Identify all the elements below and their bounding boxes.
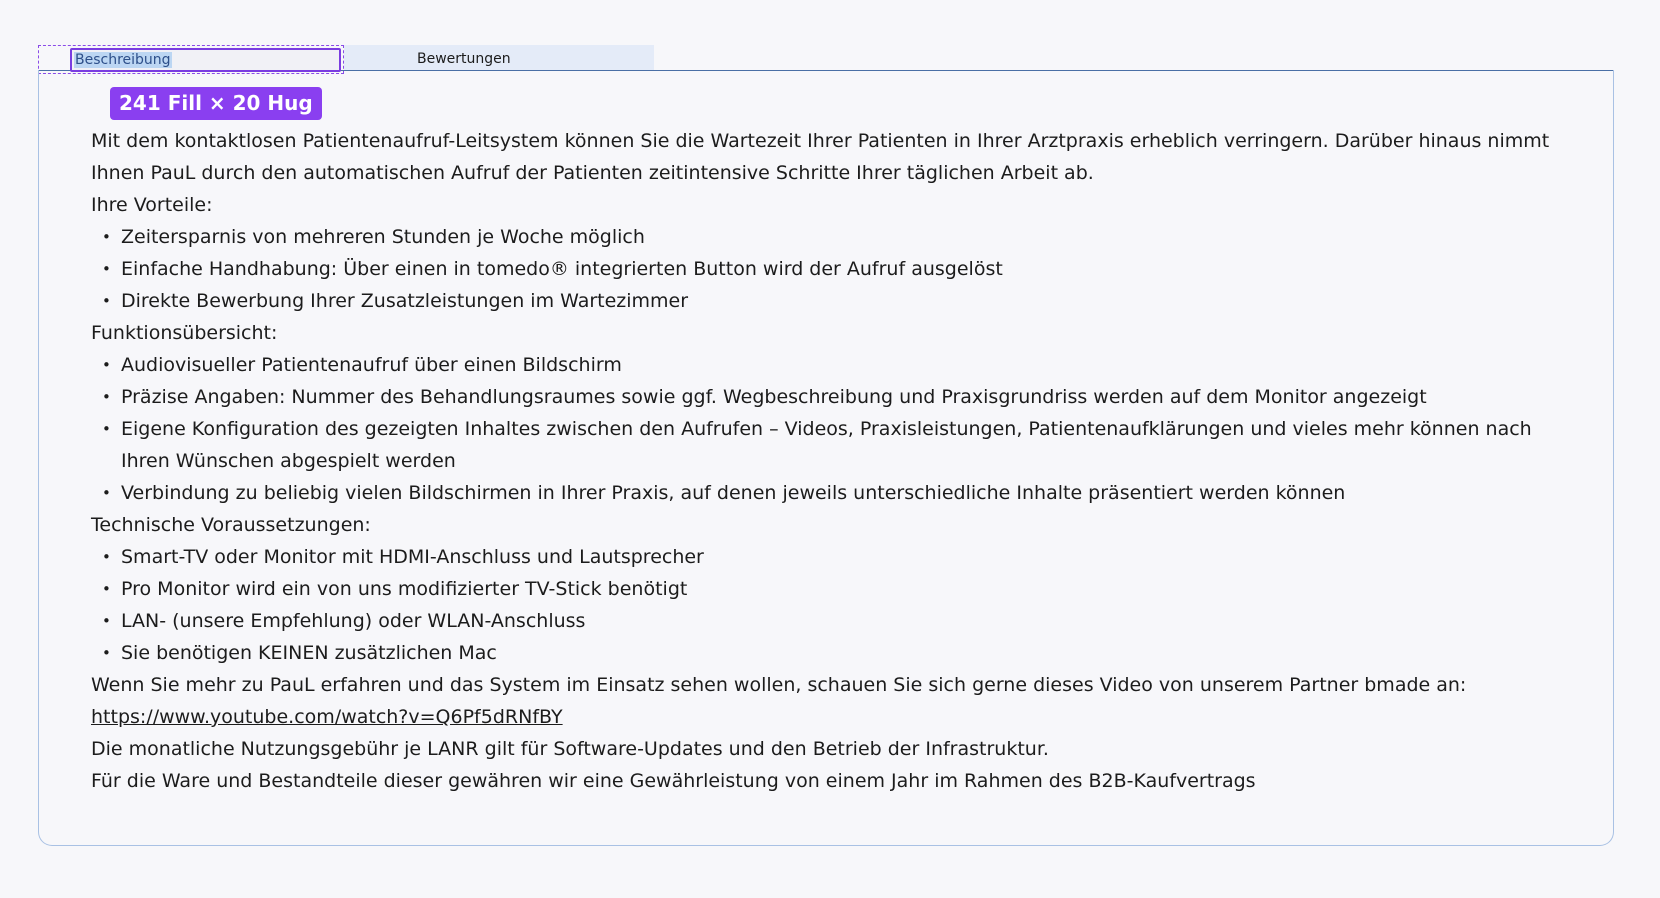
functions-heading: Funktionsübersicht:	[91, 322, 278, 344]
advantages-list	[91, 221, 1571, 317]
list-item: • Pro Monitor wird ein von uns modifizierter TV-Stick benötigt	[91, 573, 1571, 605]
video-link[interactable]: https://www.youtube.com/watch?v=Q6Pf5dRNfBY	[91, 706, 563, 728]
tab-bewertungen-label: Bewertungen	[417, 51, 511, 67]
tab-beschreibung[interactable]	[70, 48, 341, 72]
list-item: • LAN- (unsere Empfehlung) oder WLAN-Anschluss	[91, 605, 1571, 637]
tab-beschreibung-label: Beschreibung	[75, 52, 171, 68]
list-item: • Direkte Bewerbung Ihrer Zusatzleistungen im Wartezimmer	[91, 285, 1571, 317]
tab-bewertungen[interactable]	[344, 45, 654, 70]
requirements-list	[91, 541, 1571, 669]
list-item: • Smart-TV oder Monitor mit HDMI-Anschluss und Lautsprecher	[91, 541, 1571, 573]
advantages-heading: Ihre Vorteile:	[91, 194, 213, 216]
functions-list	[91, 349, 1571, 509]
list-item: • Audiovisueller Patientenaufruf über einen Bildschirm	[91, 349, 1571, 381]
list-item: • Eigene Konfiguration des gezeigten Inhaltes zwischen den Aufrufen – Videos, Praxisleistungen, Patientenaufklärungen und vieles mehr können nach Ihren Wünschen abgespielt werden	[91, 413, 1571, 477]
list-item: • Zeitersparnis von mehreren Stunden je Woche möglich	[91, 221, 1571, 253]
tab-bar	[38, 45, 1614, 72]
video-text: Wenn Sie mehr zu PauL erfahren und das System im Einsatz sehen wollen, schauen Sie sich gerne dieses Video von unserem Partner bmade an:	[91, 674, 1467, 696]
video-paragraph	[91, 669, 1571, 733]
description-content	[91, 125, 1571, 797]
warranty-text: Für die Ware und Bestandteile dieser gewähren wir eine Gewährleistung von einem Jahr im Rahmen des B2B-Kaufvertrags	[91, 770, 1256, 792]
requirements-heading: Technische Voraussetzungen:	[91, 514, 371, 536]
list-item: • Verbindung zu beliebig vielen Bildschirmen in Ihrer Praxis, auf denen jeweils unterschiedliche Inhalte präsentiert werden können	[91, 477, 1571, 509]
list-item: • Einfache Handhabung: Über einen in tomedo® integrierten Button wird der Aufruf ausgelöst	[91, 253, 1571, 285]
intro-text: Mit dem kontaktlosen Patientenaufruf-Leitsystem können Sie die Wartezeit Ihrer Patienten in Ihrer Arztpraxis erheblich verringern. Darüber hinaus nimmt Ihnen PauL durch den automatischen Aufruf der Patienten zeitintensive Schritte Ihrer täglichen Arbeit ab.	[91, 130, 1550, 184]
dimension-badge: 241 Fill × 20 Hug	[110, 87, 322, 120]
list-item: • Sie benötigen KEINEN zusätzlichen Mac	[91, 637, 1571, 669]
list-item: • Präzise Angaben: Nummer des Behandlungsraumes sowie ggf. Wegbeschreibung und Praxisgrundriss werden auf dem Monitor angezeigt	[91, 381, 1571, 413]
fee-text: Die monatliche Nutzungsgebühr je LANR gilt für Software-Updates und den Betrieb der Infrastruktur.	[91, 738, 1049, 760]
